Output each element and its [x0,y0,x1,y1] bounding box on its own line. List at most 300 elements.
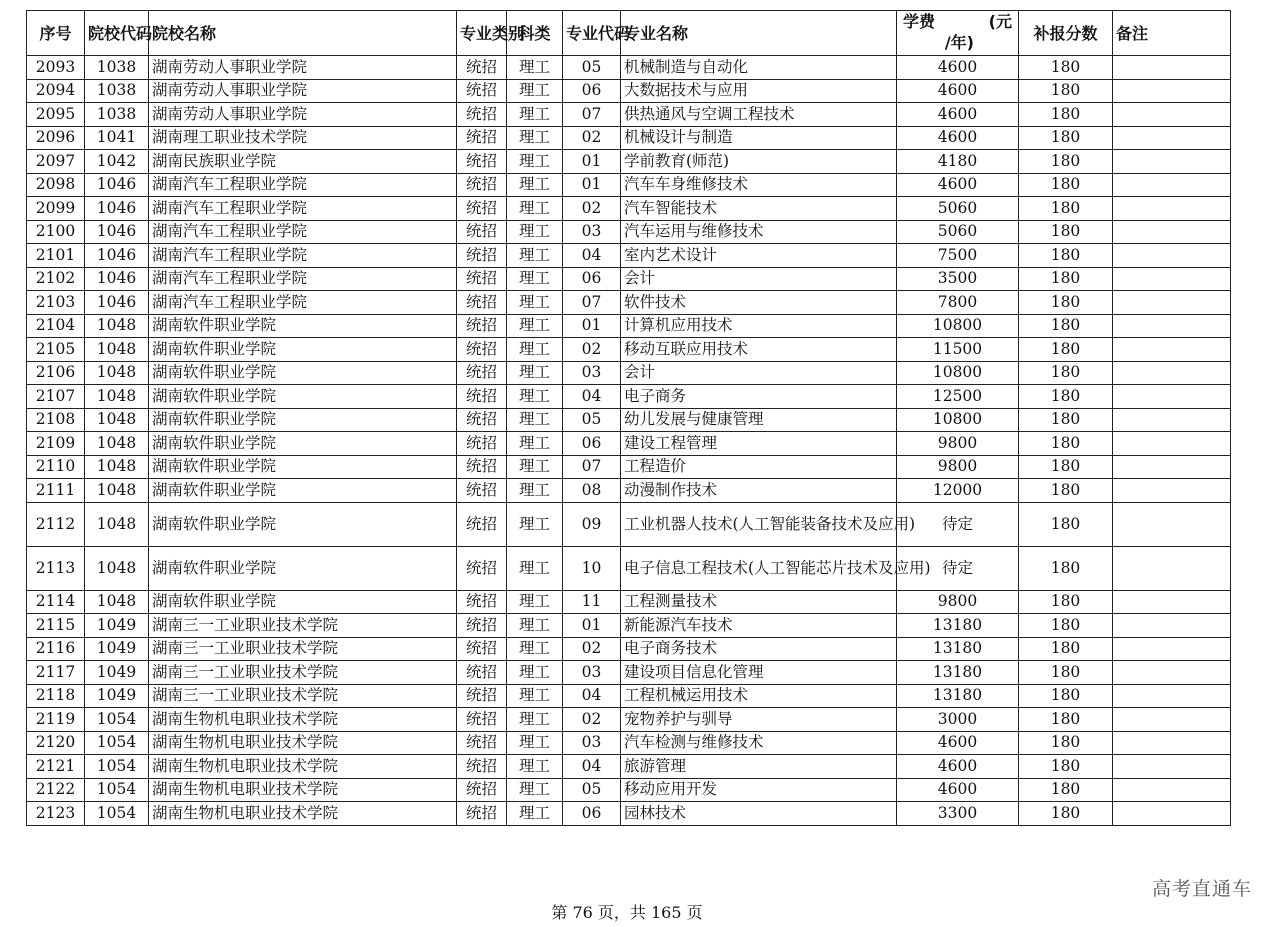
cell-school-code: 1046 [85,267,149,291]
cell-major-name: 学前教育(师范) [621,150,897,174]
cell-score: 180 [1019,338,1113,362]
cell-major-code: 04 [563,684,621,708]
cell-major-code: 02 [563,338,621,362]
cell-school-code: 1049 [85,684,149,708]
cell-school-name: 湖南软件职业学院 [149,590,457,614]
cell-fee: 13180 [897,614,1019,638]
cell-seq: 2099 [27,197,85,221]
table-body [27,56,1231,826]
cell-score: 180 [1019,661,1113,685]
cell-school-name: 湖南生物机电职业技术学院 [149,802,457,826]
cell-major-code: 07 [563,291,621,315]
cell-category: 理工 [507,150,563,174]
cell-category: 理工 [507,173,563,197]
cell-major-type: 统招 [457,684,507,708]
table-row [27,479,1231,503]
cell-major-code: 05 [563,778,621,802]
cell-major-type: 统招 [457,708,507,732]
cell-seq: 2105 [27,338,85,362]
table-row [27,661,1231,685]
cell-major-name: 动漫制作技术 [621,479,897,503]
header-major-type: 专业类别 [457,11,507,56]
cell-major-type: 统招 [457,291,507,315]
cell-major-type: 统招 [457,479,507,503]
cell-school-code: 1048 [85,502,149,546]
cell-major-code: 09 [563,502,621,546]
cell-note [1113,731,1231,755]
cell-fee: 11500 [897,338,1019,362]
table-row [27,314,1231,338]
cell-note [1113,755,1231,779]
cell-school-code: 1048 [85,338,149,362]
cell-note [1113,361,1231,385]
cell-major-name: 汽车检测与维修技术 [621,731,897,755]
header-note: 备注 [1113,11,1231,56]
cell-score: 180 [1019,314,1113,338]
header-school-name: 院校名称 [149,11,457,56]
cell-major-code: 04 [563,755,621,779]
table-row [27,802,1231,826]
cell-school-code: 1048 [85,546,149,590]
cell-school-code: 1038 [85,79,149,103]
table-row [27,220,1231,244]
cell-note [1113,432,1231,456]
cell-school-name: 湖南劳动人事职业学院 [149,56,457,80]
cell-fee: 4600 [897,126,1019,150]
cell-major-name: 汽车车身维修技术 [621,173,897,197]
cell-seq: 2103 [27,291,85,315]
table-row [27,731,1231,755]
header-school-code: 院校代码 [85,11,149,56]
cell-fee: 10800 [897,361,1019,385]
cell-note [1113,661,1231,685]
cell-seq: 2096 [27,126,85,150]
cell-major-type: 统招 [457,546,507,590]
cell-note [1113,220,1231,244]
cell-school-code: 1038 [85,103,149,127]
cell-major-name: 机械设计与制造 [621,126,897,150]
page-number: 第 76 页，共 165 页 [551,903,703,922]
cell-major-name: 电子信息工程技术(人工智能芯片技术及应用) [621,546,897,590]
cell-fee: 13180 [897,684,1019,708]
cell-major-code: 01 [563,150,621,174]
cell-major-code: 02 [563,126,621,150]
cell-school-name: 湖南生物机电职业技术学院 [149,731,457,755]
cell-major-type: 统招 [457,502,507,546]
header-seq: 序号 [27,11,85,56]
cell-note [1113,173,1231,197]
cell-fee: 3500 [897,267,1019,291]
cell-school-code: 1041 [85,126,149,150]
cell-seq: 2100 [27,220,85,244]
cell-seq: 2101 [27,244,85,268]
cell-major-type: 统招 [457,432,507,456]
cell-score: 180 [1019,637,1113,661]
cell-school-name: 湖南汽车工程职业学院 [149,197,457,221]
header-major-name: 专业名称 [621,11,897,56]
cell-score: 180 [1019,126,1113,150]
cell-school-name: 湖南理工职业技术学院 [149,126,457,150]
cell-school-code: 1046 [85,197,149,221]
cell-school-name: 湖南汽车工程职业学院 [149,267,457,291]
cell-major-name: 电子商务技术 [621,637,897,661]
cell-major-code: 06 [563,432,621,456]
cell-major-code: 05 [563,408,621,432]
cell-school-name: 湖南软件职业学院 [149,502,457,546]
cell-score: 180 [1019,56,1113,80]
table-row [27,432,1231,456]
cell-score: 180 [1019,684,1113,708]
cell-major-code: 11 [563,590,621,614]
cell-major-code: 03 [563,220,621,244]
cell-major-name: 电子商务 [621,385,897,409]
cell-school-code: 1049 [85,661,149,685]
cell-fee: 13180 [897,661,1019,685]
cell-note [1113,590,1231,614]
cell-category: 理工 [507,408,563,432]
cell-note [1113,314,1231,338]
cell-school-name: 湖南软件职业学院 [149,408,457,432]
cell-school-name: 湖南民族职业学院 [149,150,457,174]
table-row [27,79,1231,103]
cell-major-code: 02 [563,708,621,732]
cell-school-name: 湖南软件职业学院 [149,432,457,456]
cell-fee: 9800 [897,455,1019,479]
cell-category: 理工 [507,361,563,385]
cell-score: 180 [1019,361,1113,385]
cell-fee: 4600 [897,731,1019,755]
cell-category: 理工 [507,802,563,826]
cell-seq: 2108 [27,408,85,432]
table-row [27,455,1231,479]
cell-school-name: 湖南汽车工程职业学院 [149,220,457,244]
cell-fee: 4180 [897,150,1019,174]
cell-note [1113,408,1231,432]
cell-major-code: 07 [563,455,621,479]
cell-major-name: 供热通风与空调工程技术 [621,103,897,127]
cell-school-name: 湖南软件职业学院 [149,479,457,503]
cell-major-name: 工程机械运用技术 [621,684,897,708]
cell-school-name: 湖南生物机电职业技术学院 [149,708,457,732]
cell-school-name: 湖南汽车工程职业学院 [149,244,457,268]
cell-major-type: 统招 [457,79,507,103]
cell-major-name: 幼儿发展与健康管理 [621,408,897,432]
cell-major-code: 08 [563,479,621,503]
cell-category: 理工 [507,778,563,802]
cell-score: 180 [1019,755,1113,779]
cell-major-type: 统招 [457,637,507,661]
cell-major-type: 统招 [457,385,507,409]
cell-category: 理工 [507,385,563,409]
cell-note [1113,614,1231,638]
cell-seq: 2114 [27,590,85,614]
cell-major-code: 06 [563,802,621,826]
cell-school-code: 1048 [85,385,149,409]
cell-category: 理工 [507,708,563,732]
header-major-code: 专业代码 [563,11,621,56]
cell-seq: 2116 [27,637,85,661]
cell-category: 理工 [507,79,563,103]
cell-fee: 12500 [897,385,1019,409]
cell-school-code: 1046 [85,291,149,315]
cell-major-name: 工程测量技术 [621,590,897,614]
cell-major-type: 统招 [457,267,507,291]
cell-category: 理工 [507,56,563,80]
cell-note [1113,385,1231,409]
cell-note [1113,778,1231,802]
table-row [27,361,1231,385]
cell-major-type: 统招 [457,661,507,685]
cell-school-code: 1054 [85,778,149,802]
cell-seq: 2117 [27,661,85,685]
cell-major-code: 01 [563,173,621,197]
header-score: 补报分数 [1019,11,1113,56]
table-row [27,103,1231,127]
cell-category: 理工 [507,684,563,708]
cell-seq: 2121 [27,755,85,779]
cell-seq: 2093 [27,56,85,80]
admission-table [26,10,1231,826]
cell-seq: 2095 [27,103,85,127]
cell-note [1113,150,1231,174]
cell-major-name: 工程造价 [621,455,897,479]
cell-category: 理工 [507,546,563,590]
cell-score: 180 [1019,546,1113,590]
cell-seq: 2120 [27,731,85,755]
cell-seq: 2122 [27,778,85,802]
cell-fee: 13180 [897,637,1019,661]
cell-score: 180 [1019,590,1113,614]
cell-score: 180 [1019,408,1113,432]
cell-school-name: 湖南三一工业职业技术学院 [149,614,457,638]
cell-major-name: 宠物养护与驯导 [621,708,897,732]
cell-category: 理工 [507,502,563,546]
cell-note [1113,244,1231,268]
cell-score: 180 [1019,432,1113,456]
cell-major-type: 统招 [457,338,507,362]
cell-note [1113,291,1231,315]
cell-school-name: 湖南软件职业学院 [149,546,457,590]
cell-score: 180 [1019,778,1113,802]
header-row [27,11,1231,56]
cell-note [1113,56,1231,80]
cell-fee: 4600 [897,103,1019,127]
cell-major-name: 软件技术 [621,291,897,315]
cell-school-code: 1054 [85,802,149,826]
cell-major-name: 会计 [621,267,897,291]
cell-category: 理工 [507,755,563,779]
cell-major-type: 统招 [457,590,507,614]
table-row [27,778,1231,802]
cell-major-type: 统招 [457,197,507,221]
cell-major-type: 统招 [457,126,507,150]
cell-major-type: 统招 [457,778,507,802]
cell-fee: 7500 [897,244,1019,268]
cell-major-type: 统招 [457,173,507,197]
cell-major-name: 大数据技术与应用 [621,79,897,103]
cell-fee: 3000 [897,708,1019,732]
cell-major-type: 统招 [457,150,507,174]
cell-fee: 9800 [897,432,1019,456]
cell-fee: 4600 [897,755,1019,779]
table-row [27,708,1231,732]
table-row [27,614,1231,638]
cell-major-name: 汽车运用与维修技术 [621,220,897,244]
cell-seq: 2111 [27,479,85,503]
cell-category: 理工 [507,731,563,755]
cell-score: 180 [1019,385,1113,409]
cell-seq: 2115 [27,614,85,638]
cell-note [1113,802,1231,826]
cell-major-name: 建设项目信息化管理 [621,661,897,685]
cell-seq: 2118 [27,684,85,708]
cell-major-type: 统招 [457,314,507,338]
cell-major-code: 02 [563,197,621,221]
cell-fee: 4600 [897,56,1019,80]
cell-category: 理工 [507,314,563,338]
cell-seq: 2109 [27,432,85,456]
cell-major-type: 统招 [457,103,507,127]
cell-major-type: 统招 [457,802,507,826]
cell-seq: 2107 [27,385,85,409]
cell-note [1113,338,1231,362]
cell-note [1113,708,1231,732]
cell-seq: 2097 [27,150,85,174]
cell-major-code: 02 [563,637,621,661]
cell-fee: 4600 [897,778,1019,802]
cell-school-name: 湖南三一工业职业技术学院 [149,684,457,708]
cell-school-code: 1048 [85,455,149,479]
cell-seq: 2123 [27,802,85,826]
cell-note [1113,637,1231,661]
cell-school-name: 湖南劳动人事职业学院 [149,79,457,103]
cell-school-code: 1048 [85,314,149,338]
cell-school-name: 湖南三一工业职业技术学院 [149,637,457,661]
table-row [27,590,1231,614]
cell-school-code: 1048 [85,590,149,614]
cell-score: 180 [1019,614,1113,638]
cell-score: 180 [1019,455,1113,479]
cell-major-name: 汽车智能技术 [621,197,897,221]
cell-major-name: 园林技术 [621,802,897,826]
cell-fee: 10800 [897,408,1019,432]
cell-fee: 5060 [897,197,1019,221]
cell-major-type: 统招 [457,755,507,779]
cell-note [1113,267,1231,291]
table-row [27,197,1231,221]
cell-note [1113,455,1231,479]
cell-school-code: 1038 [85,56,149,80]
cell-seq: 2094 [27,79,85,103]
cell-school-name: 湖南三一工业职业技术学院 [149,661,457,685]
cell-major-name: 建设工程管理 [621,432,897,456]
cell-note [1113,479,1231,503]
cell-school-code: 1054 [85,755,149,779]
cell-school-code: 1046 [85,173,149,197]
cell-major-type: 统招 [457,361,507,385]
cell-fee: 待定 [897,502,1019,546]
cell-fee: 5060 [897,220,1019,244]
table-row [27,126,1231,150]
header-fee [897,11,1019,56]
cell-fee: 10800 [897,314,1019,338]
cell-fee: 9800 [897,590,1019,614]
table-row [27,408,1231,432]
table-row [27,546,1231,590]
cell-fee: 7800 [897,291,1019,315]
cell-fee: 12000 [897,479,1019,503]
table-row [27,56,1231,80]
cell-major-name: 移动应用开发 [621,778,897,802]
table-row [27,755,1231,779]
table-row [27,173,1231,197]
cell-category: 理工 [507,291,563,315]
cell-school-name: 湖南生物机电职业技术学院 [149,778,457,802]
cell-seq: 2106 [27,361,85,385]
cell-category: 理工 [507,197,563,221]
cell-school-name: 湖南软件职业学院 [149,361,457,385]
table-row [27,338,1231,362]
cell-major-code: 01 [563,614,621,638]
cell-score: 180 [1019,79,1113,103]
cell-major-code: 06 [563,79,621,103]
cell-major-code: 04 [563,385,621,409]
watermark-text: 高考直通车 [1151,878,1252,900]
cell-major-name: 新能源汽车技术 [621,614,897,638]
cell-major-type: 统招 [457,408,507,432]
cell-major-name: 移动互联应用技术 [621,338,897,362]
cell-major-type: 统招 [457,244,507,268]
cell-school-code: 1048 [85,432,149,456]
cell-category: 理工 [507,590,563,614]
cell-major-type: 统招 [457,731,507,755]
cell-score: 180 [1019,220,1113,244]
cell-category: 理工 [507,267,563,291]
cell-seq: 2104 [27,314,85,338]
cell-school-code: 1046 [85,244,149,268]
cell-major-type: 统招 [457,56,507,80]
cell-score: 180 [1019,731,1113,755]
cell-major-code: 03 [563,361,621,385]
cell-school-code: 1054 [85,731,149,755]
cell-score: 180 [1019,479,1113,503]
cell-major-name: 旅游管理 [621,755,897,779]
cell-score: 180 [1019,802,1113,826]
cell-category: 理工 [507,338,563,362]
cell-major-name: 计算机应用技术 [621,314,897,338]
cell-category: 理工 [507,103,563,127]
cell-score: 180 [1019,267,1113,291]
cell-major-code: 03 [563,731,621,755]
header-fee-unit-close: /年) [944,33,974,52]
cell-school-name: 湖南汽车工程职业学院 [149,291,457,315]
cell-score: 180 [1019,244,1113,268]
header-fee-unit-open: (元 [988,12,1012,31]
cell-school-name: 湖南软件职业学院 [149,455,457,479]
cell-score: 180 [1019,502,1113,546]
cell-school-code: 1049 [85,614,149,638]
cell-major-code: 06 [563,267,621,291]
cell-major-code: 01 [563,314,621,338]
cell-major-name: 室内艺术设计 [621,244,897,268]
cell-seq: 2110 [27,455,85,479]
cell-category: 理工 [507,126,563,150]
cell-fee: 3300 [897,802,1019,826]
cell-school-code: 1054 [85,708,149,732]
table-row [27,150,1231,174]
cell-school-code: 1042 [85,150,149,174]
cell-major-code: 04 [563,244,621,268]
